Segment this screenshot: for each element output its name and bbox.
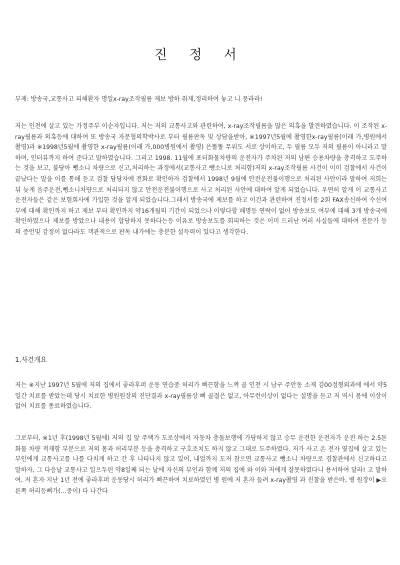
document-subject: 부제: 방송국,교통사고 피해환자 명일x-ray조작필름 제보 방하 취재,정리하여 놓고 니 뭉라라! bbox=[15, 96, 263, 103]
section-heading: 1.사건개요 bbox=[15, 356, 47, 364]
case-paragraph-2: 그로부터, ※1년 후(1998년 5월에) 저의 집 앞 주택가 도로상에서 자동차 충돌보행에 가당하지 않고 승무 운전한 운전자가 운전 하는 2.5톤화물 차량 적재함 부분으로 저의 몸과 허리부분 등을 충격하고 구호조치도 하지 않고 그대로 도주하였다. 저가 사고 온 전자 옆집에 살고 있는 부인에게 교통사고를 나를 다치게 하고 간 후 나타나지 않고 있어, 내얼까지 도저 참으면 교통사고 뺑소니 차량으로 경찰관에서 신고하다고 말하자, 그 다음날 교통사고 일으두린 약8일째 되는 날에 자신의 부인과 함께 저의 집에 와 이와 저에게 잘못하였다니 용서하여 달라! 고 말하여, 저 혼자 지난 1년 전에 좋라후퍼 운동당시 허리가 삐끈하여 치료하였던 병 원에 저 혼자 들려 x-ray촬영 과 진찰을 받은바, 병 원장이 ▶오른쪽 허리등뼈가(...중이) 다 나간다 bbox=[15, 435, 387, 495]
document-title: 진 정 서 bbox=[154, 48, 246, 63]
case-paragraph-1: 저는 ※지난 1997년 5월에 저의 집에서 좋라후퍼 운동 연습중 허리가 삐끈함을 느껴 골 인천 시 남구 주안동 소재 김00정형외과에 에서 약5일간 치료를 받았는데 당시 치료한 병원원장의 진단결과 x-ray필름상 뼈 골절은 없고, 아무런이상이 없다는 설명을 듣고 저 역시 몸에 이상이 없어 치료를 종료하였습니다. bbox=[15, 382, 387, 411]
intro-paragraph: 저는 인천에 살고 있는 가정주부 이순자입니다. 저는 저의 교통사고와 관련하여, x-ray조작필름을 많은 의혹을 발견하였습니다. 이 조작된 x-ray필름과 의혹등에 대하여 또 방송국 자문협의학박사로 부터 필름판독 및 상담을받아, ※1997년5월에 촬영한x-ray필름(이래 가,병원에서 촬영)과 ※1998년5월에 촬영한 x-ray필름(이래 가,000병원에서 촬영) 은똘똘 무위도 서로 상이하고, 두 필름 모두 저의 필름이 아니라고 말하며, 인터뷰까지 하여 준다고 말하였습니다. 그리고 1998. 11월에 포터화물차량의 운전자가 주차된 저의 남편 승용차량을 충격하고 도주하는 것을 보고, 불당아 뺑소니 차량으로 신고,처리하는 과정에서(교통사고 뺑소니로 처리함)저의 x-ray조작필름 사건이 이미 검찰에서 사건이 끝났다는 말을 이를 통해 듣고 검찰 담당자에 전화로 확인하자 검찰에서 1998년 9월에 안전운전불이행으로 처리된 사안이라 말하여 저희는 뒤 늦게 음주운전,뺑소니차량으로 처리되지 않고 안전운전불이행으로 사고 처리된 사안에 대하여 알게 되었습니다. 우연히 알게 이 교통사고 운전자들은 같은 보험회사에 가입한 것을 알게 되었습니다.그래서 방송국에 제보를 하고 이건과 관련하여 진정서를 2회 FAX송신하여 수신여부에 대해 확인까지 하고 제보 부터 확인까지 약16개월의 기간이 되었으나 이렇다할 해명등 연락이 없어 방송보도 여부에 대해 3개 방송국에 확인하였으나 제보를 방았으나 내용이 합당하지 못하다는등 이유로 방송보도를 회피하는 것은 이미 드러난 여러 사실들에 대하여 전문가 등의 증언및 감정이 없다라도 객관적으로 판독 내가에는 충분한 설득력이 있다고 생각한다. bbox=[15, 123, 387, 236]
